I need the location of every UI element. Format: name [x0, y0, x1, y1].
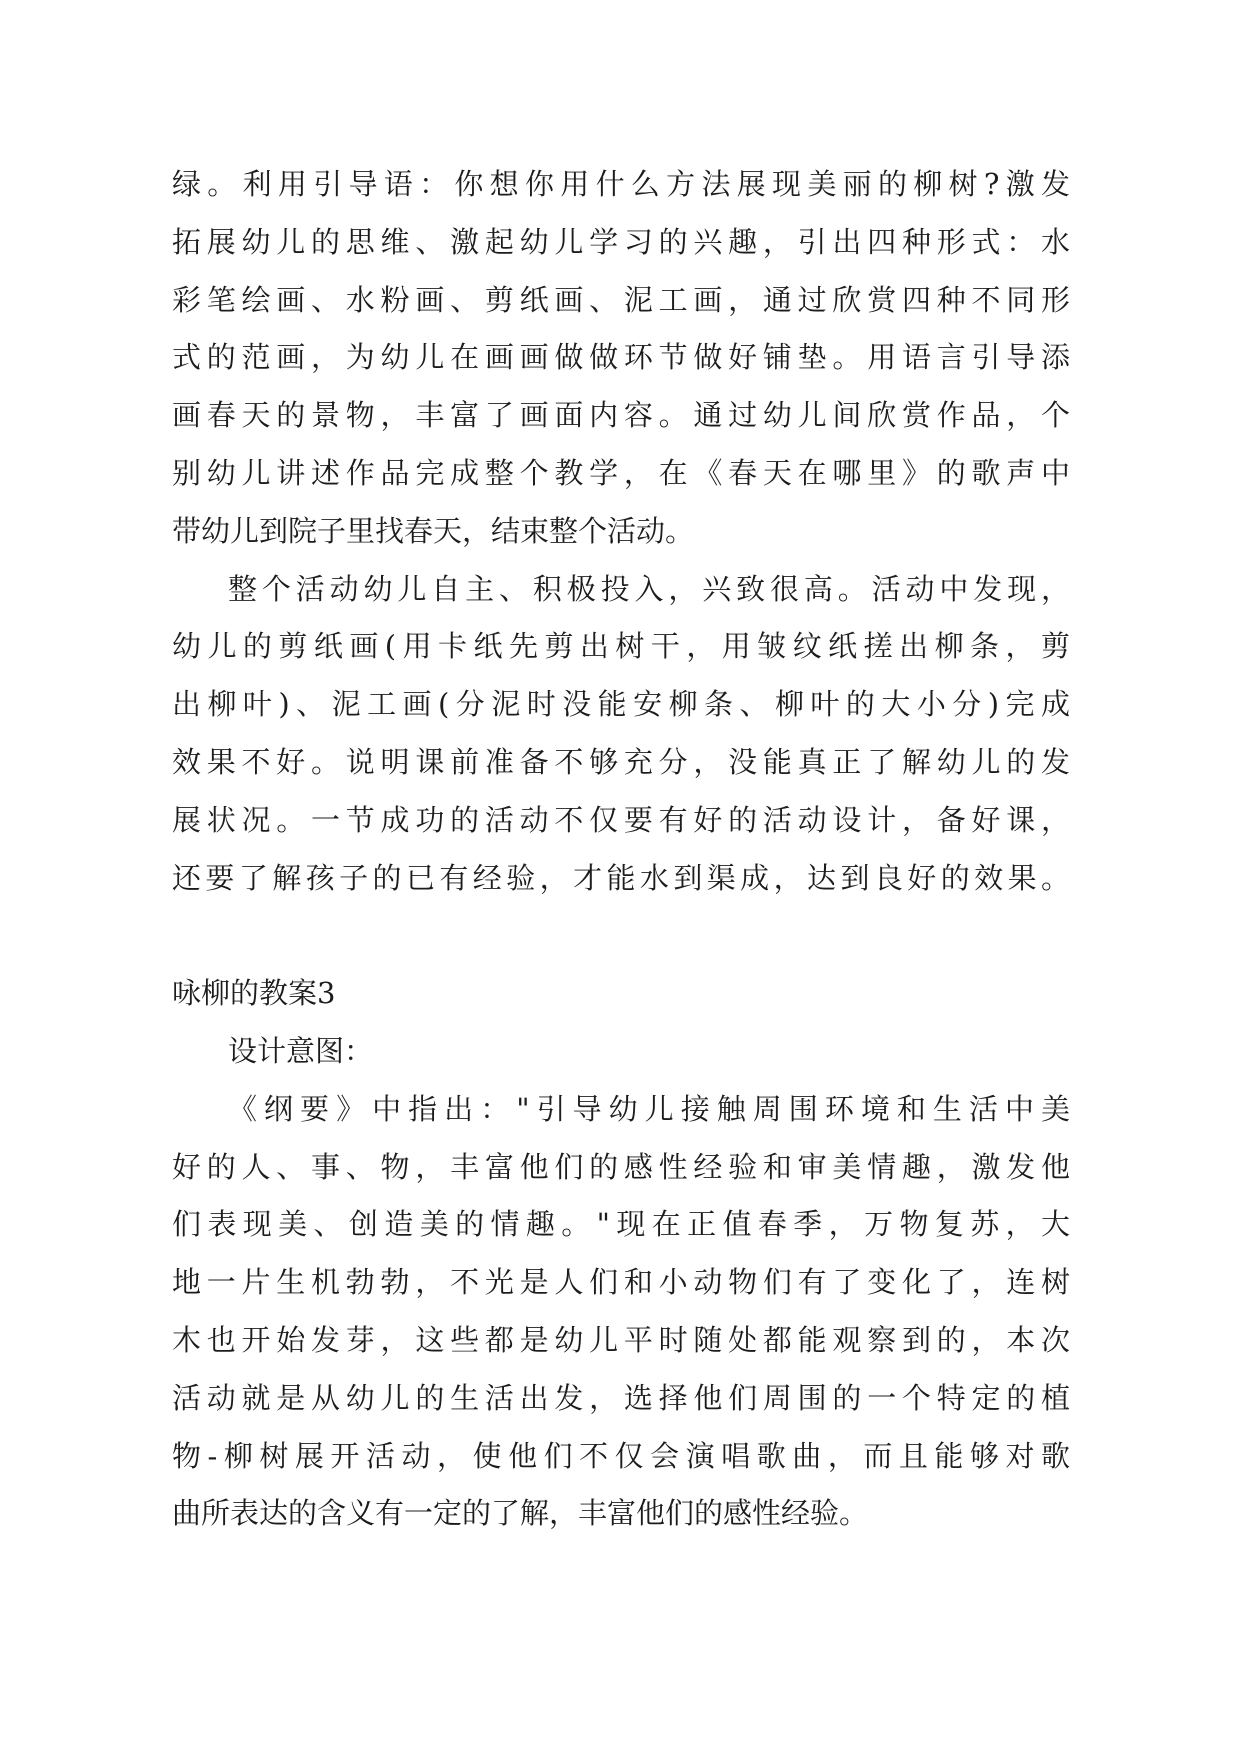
text-line: 别幼儿讲述作品完成整个教学，在《春天在哪里》的歌声中: [172, 455, 1070, 490]
text-line: 木也开始发芽，这些都是幼儿平时随处都能观察到的，本次: [172, 1322, 1070, 1357]
text-line: 活动就是从幼儿的生活出发，选择他们周围的一个特定的植: [172, 1380, 1070, 1415]
document-body: [172, 156, 1070, 1543]
text-line: 带幼儿到院子里找春天，结束整个活动。: [172, 513, 695, 548]
text-line: 展状况。一节成功的活动不仅要有好的活动设计，备好课，: [172, 802, 1070, 837]
section-heading: 咏柳的教案3: [172, 976, 336, 1011]
text-line: 式的范画，为幼儿在画画做做环节做好铺垫。用语言引导添: [172, 340, 1070, 375]
text-line: 地一片生机勃勃，不光是人们和小动物们有了变化了，连树: [172, 1265, 1070, 1300]
text-line: 彩笔绘画、水粉画、剪纸画、泥工画，通过欣赏四种不同形: [172, 282, 1070, 317]
text-line: 效果不好。说明课前准备不够充分，没能真正了解幼儿的发: [172, 744, 1070, 779]
section-subheading: 设计意图：: [228, 1033, 374, 1068]
text-line: 物-柳树展开活动，使他们不仅会演唱歌曲，而且能够对歌: [172, 1438, 1070, 1473]
text-line: 幼儿的剪纸画(用卡纸先剪出树干，用皱纹纸搓出柳条，剪: [172, 629, 1070, 664]
text-line: 好的人、事、物，丰富他们的感性经验和审美情趣，激发他: [172, 1149, 1070, 1184]
text-line: 曲所表达的含义有一定的了解，丰富他们的感性经验。: [172, 1496, 869, 1531]
paragraph-design-intent: [172, 1081, 1070, 1543]
text-line: 整个活动幼儿自主、积极投入，兴致很高。活动中发现，: [228, 571, 1070, 606]
text-line: 出柳叶)、泥工画(分泥时没能安柳条、柳叶的大小分)完成: [172, 687, 1070, 722]
text-line: 拓展幼儿的思维、激起幼儿学习的兴趣，引出四种形式：水: [172, 224, 1070, 259]
text-line: 画春天的景物，丰富了画面内容。通过幼儿间欣赏作品，个: [172, 398, 1070, 433]
text-line: 们表现美、创造美的情趣。"现在正值春季，万物复苏，大: [172, 1207, 1070, 1242]
text-line: 还要了解孩子的已有经验，才能水到渠成，达到良好的效果。: [172, 860, 1070, 895]
paragraph-activity-review: [172, 561, 1070, 908]
text-line: 绿。利用引导语：你想你用什么方法展现美丽的柳树?激发: [172, 167, 1070, 201]
text-line: 《纲要》中指出："引导幼儿接触周围环境和生活中美: [228, 1091, 1070, 1126]
paragraph-reflection-end: [172, 156, 1070, 561]
